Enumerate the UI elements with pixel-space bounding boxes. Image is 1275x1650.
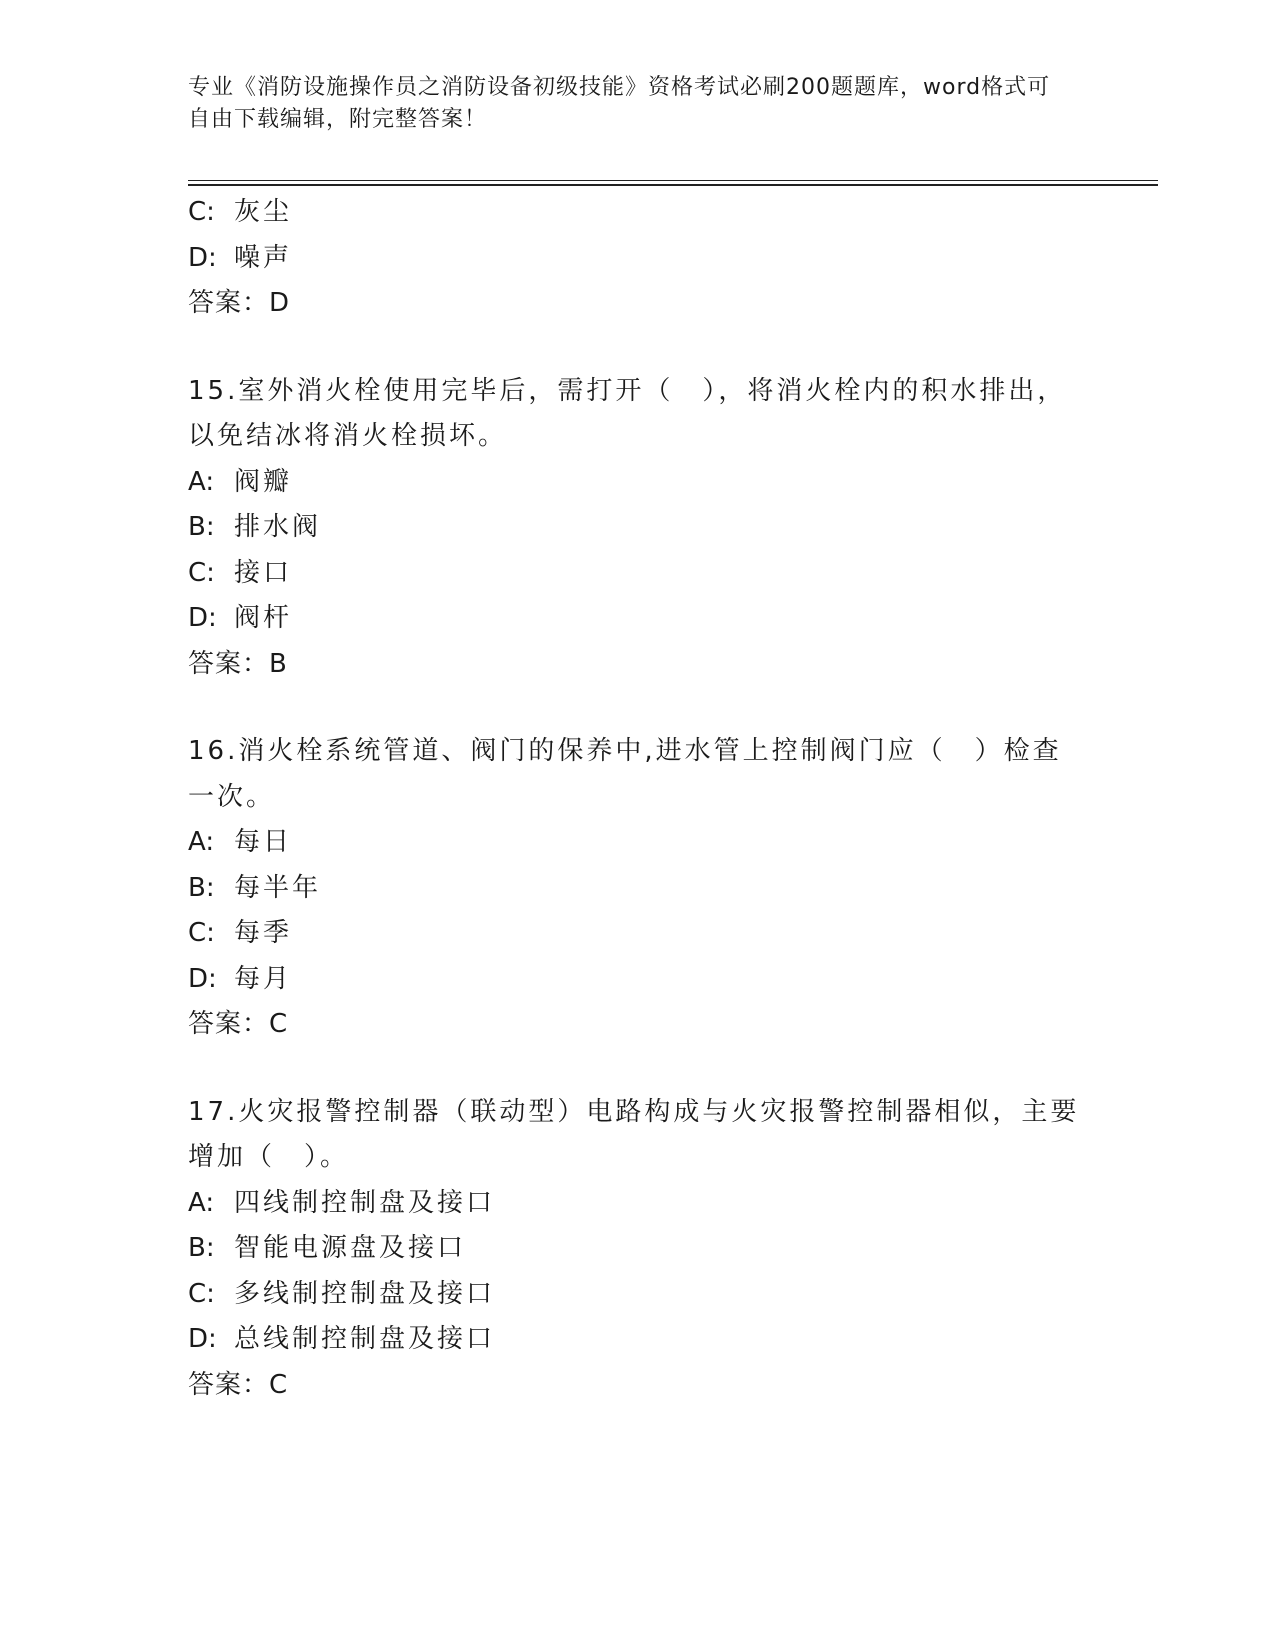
question-text-continued: 以免结冰将消火栓损坏。 [188, 421, 508, 451]
option-row [188, 551, 1088, 597]
spacer [188, 327, 1088, 369]
option-row [188, 236, 1088, 282]
option-letter: C: [188, 1278, 215, 1309]
prev-question-block [188, 190, 1088, 327]
question-text: 15.室外消火栓使用完毕后，需打开（ ），将消火栓内的积水排出， [188, 375, 1067, 406]
option-letter: B: [188, 512, 215, 542]
option-letter: D: [188, 1324, 217, 1354]
option-letter: D: [188, 963, 217, 994]
option-text: 噪声 [234, 242, 293, 273]
option-row [188, 1181, 1088, 1227]
option-text: 阀瓣 [234, 466, 293, 497]
spacer [188, 687, 1088, 729]
answer-line: 答案：C [188, 1009, 289, 1039]
question-text: 16.消火栓系统管道、阀门的保养中,进水管上控制阀门应（ ）检查 [188, 736, 1062, 766]
option-text: 总线制控制盘及接口 [234, 1324, 496, 1354]
option-letter: B: [188, 872, 215, 903]
answer-line: 答案：C [188, 1369, 289, 1400]
question-text-continued: 增加（ ）。 [188, 1142, 350, 1172]
option-letter: C: [188, 557, 215, 588]
option-row [188, 460, 1088, 506]
option-row [188, 596, 1088, 642]
option-row [188, 1226, 1088, 1272]
option-row [188, 911, 1088, 957]
option-row [188, 1317, 1088, 1363]
answer-line: 答案：B [188, 648, 288, 679]
question-content [188, 190, 1088, 1408]
option-text: 四线制控制盘及接口 [234, 1187, 496, 1218]
question-15 [188, 369, 1088, 688]
option-row [188, 957, 1088, 1003]
option-letter: D: [188, 242, 217, 273]
option-row [188, 820, 1088, 866]
header-divider-thick [188, 184, 1158, 186]
option-letter: A: [188, 827, 215, 857]
option-row [188, 505, 1088, 551]
option-text: 每月 [234, 963, 293, 994]
header-divider-thin [188, 180, 1158, 181]
option-letter: D: [188, 603, 217, 633]
option-text: 每日 [234, 827, 293, 857]
option-letter: A: [188, 466, 215, 497]
option-row [188, 866, 1088, 912]
question-text: 17.火灾报警控制器（联动型）电路构成与火灾报警控制器相似，主要 [188, 1096, 1080, 1127]
option-row [188, 190, 1088, 236]
option-text: 智能电源盘及接口 [234, 1233, 467, 1263]
header-text: 专业《消防设施操作员之消防设备初级技能》资格考试必刷200题题库，word格式可自由下载编辑，附完整答案！ [188, 75, 1051, 132]
page-header [188, 72, 1068, 136]
option-text: 接口 [234, 557, 293, 588]
option-letter: C: [188, 197, 215, 227]
option-letter: B: [188, 1233, 215, 1263]
option-text: 多线制控制盘及接口 [234, 1278, 496, 1309]
question-16 [188, 729, 1088, 1048]
question-text-continued: 一次。 [188, 781, 276, 812]
option-row [188, 1272, 1088, 1318]
option-text: 排水阀 [234, 512, 322, 542]
answer-line: 答案：D [188, 288, 291, 318]
question-17 [188, 1090, 1088, 1409]
option-letter: A: [188, 1187, 215, 1218]
option-text: 每季 [234, 918, 293, 948]
spacer [188, 1048, 1088, 1090]
option-text: 阀杆 [234, 603, 293, 633]
option-text: 灰尘 [234, 197, 293, 227]
option-text: 每半年 [234, 872, 322, 903]
option-letter: C: [188, 918, 215, 948]
